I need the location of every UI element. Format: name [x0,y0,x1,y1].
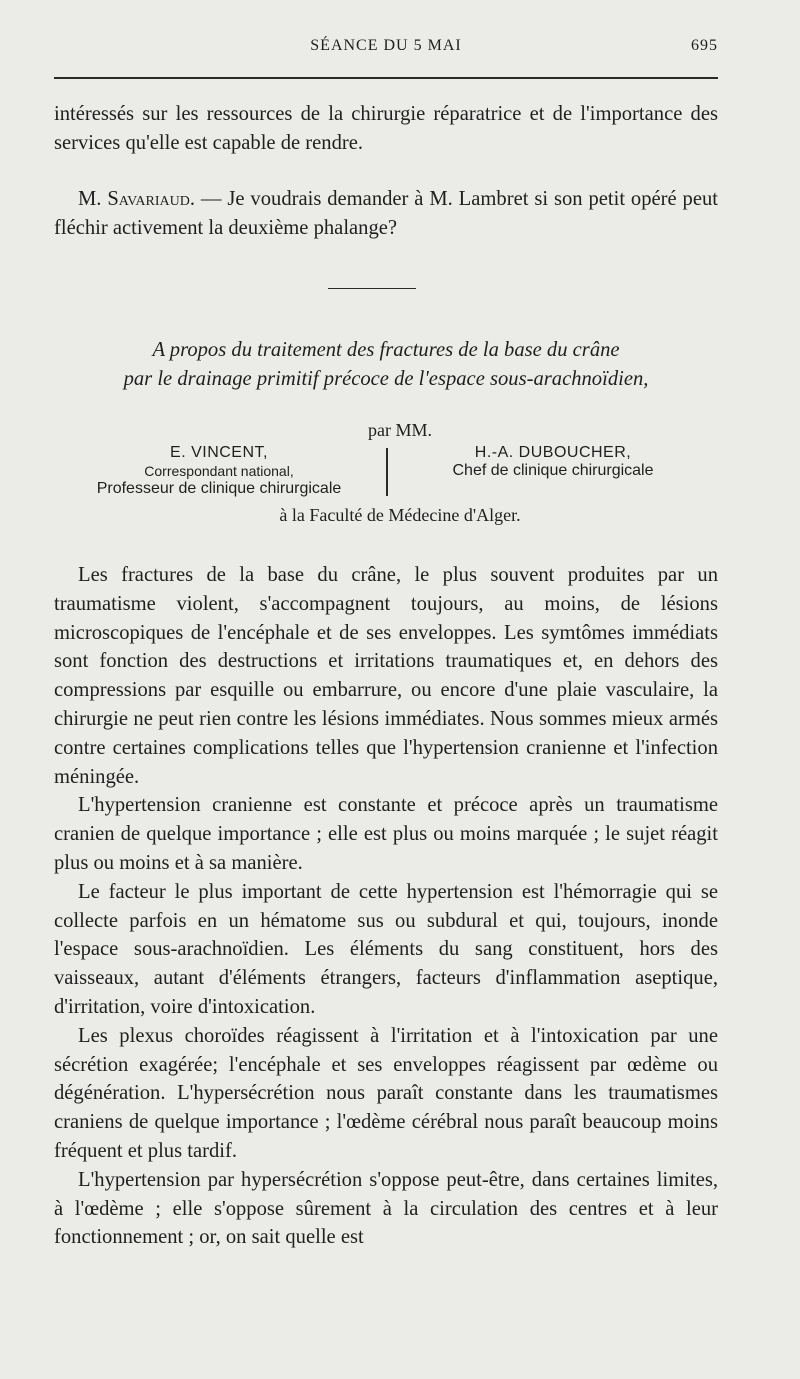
author-name: E. VINCENT, [170,444,268,461]
continued-paragraph: intéressés sur les ressources de la chirurgie réparatrice et de l'importance des services qu'elle est capable de rendre. [54,103,718,154]
author-title: Correspondant national, [144,463,294,479]
savariaud-remark [54,185,718,243]
author-title: Chef de clinique chirurgicale [452,462,654,479]
body-paragraph: Les plexus choroïdes réagissent à l'irritation et à l'intoxication par une sécrétion exagérée; l'encéphale et ses enveloppes réagissent par œdème ou dégénération. L'hypersécrétion nous paraît constante dans les traumatismes craniens de quelque importance ; l'œdème cérébral nous paraît beaucoup moins fréquent et plus tardif. [54,1024,718,1162]
header-rule [54,77,718,79]
author-title: Professeur de clinique chirurgicale [96,480,342,497]
article-title [54,336,718,393]
affiliation: à la Faculté de Médecine d'Alger. [279,505,521,525]
body-paragraph: L'hypertension cranienne est constante et précoce après un traumatisme cranien de quelque importance ; elle est plus ou moins marquée ; le sujet réagit plus ou moins et à sa manière. [54,794,718,874]
body-paragraph: L'hypertension par hypersécrétion s'oppose peut-être, dans certaines limites, à l'œdème ; elle s'oppose sûrement à la circulation des centres et à leur fonctionnement ; or, on sait quelle est [54,1168,718,1249]
remark-text: — Je voudrais demander à M. Lambret si son petit opéré peut fléchir activement la deuxième phalange? [54,188,719,239]
body-paragraph: Le facteur le plus important de cette hypertension est l'hémorragie qui se collecte parfois en un hématome sus ou subdural et qui, toujours, inonde l'espace sous-arachnoïdien. Les éléments du sang constituent, hors des vaisseaux, autant d'éléments étrangers, facteurs d'inflammation aseptique, d'irritation, voire d'intoxication. [54,880,718,1018]
author-vincent [54,444,384,498]
author-name: H.-A. DUBOUCHER, [474,444,632,461]
section-divider [328,288,416,289]
authors-block [54,444,718,500]
byline-par: par MM. [368,420,432,440]
header-title: SÉANCE DU 5 MAI [310,37,462,54]
continued-paragraph-block [54,100,718,158]
savariaud-remark-block [54,185,718,243]
running-header [54,33,718,63]
article-title-line: par le drainage primitif précoce de l'espace sous-arachnoïdien, [123,367,649,390]
page-number: 695 [691,37,718,54]
article-body [54,561,718,1252]
article-title-line: A propos du traitement des fractures de la base du crâne [152,339,620,361]
body-paragraph: Les fractures de la base du crâne, le plus souvent produites par un traumatisme violent, s'accompagnent toujours, au moins, de lésions microscopiques de l'encéphale et de ses enveloppes. Les symtômes immédiats sont fonction des destructions et irritations traumatiques et, en dehors des compressions par esquille ou embarrure, ou encore d'une plaie vasculaire, la chirurgie ne peut rien contre les lésions immédiates. Nous sommes mieux armés contre certaines complications telles que l'hypertension cranienne et l'infection méningée. [54,564,718,788]
speaker-name: M. Savariaud. [78,188,196,210]
author-duboucher [388,444,718,480]
